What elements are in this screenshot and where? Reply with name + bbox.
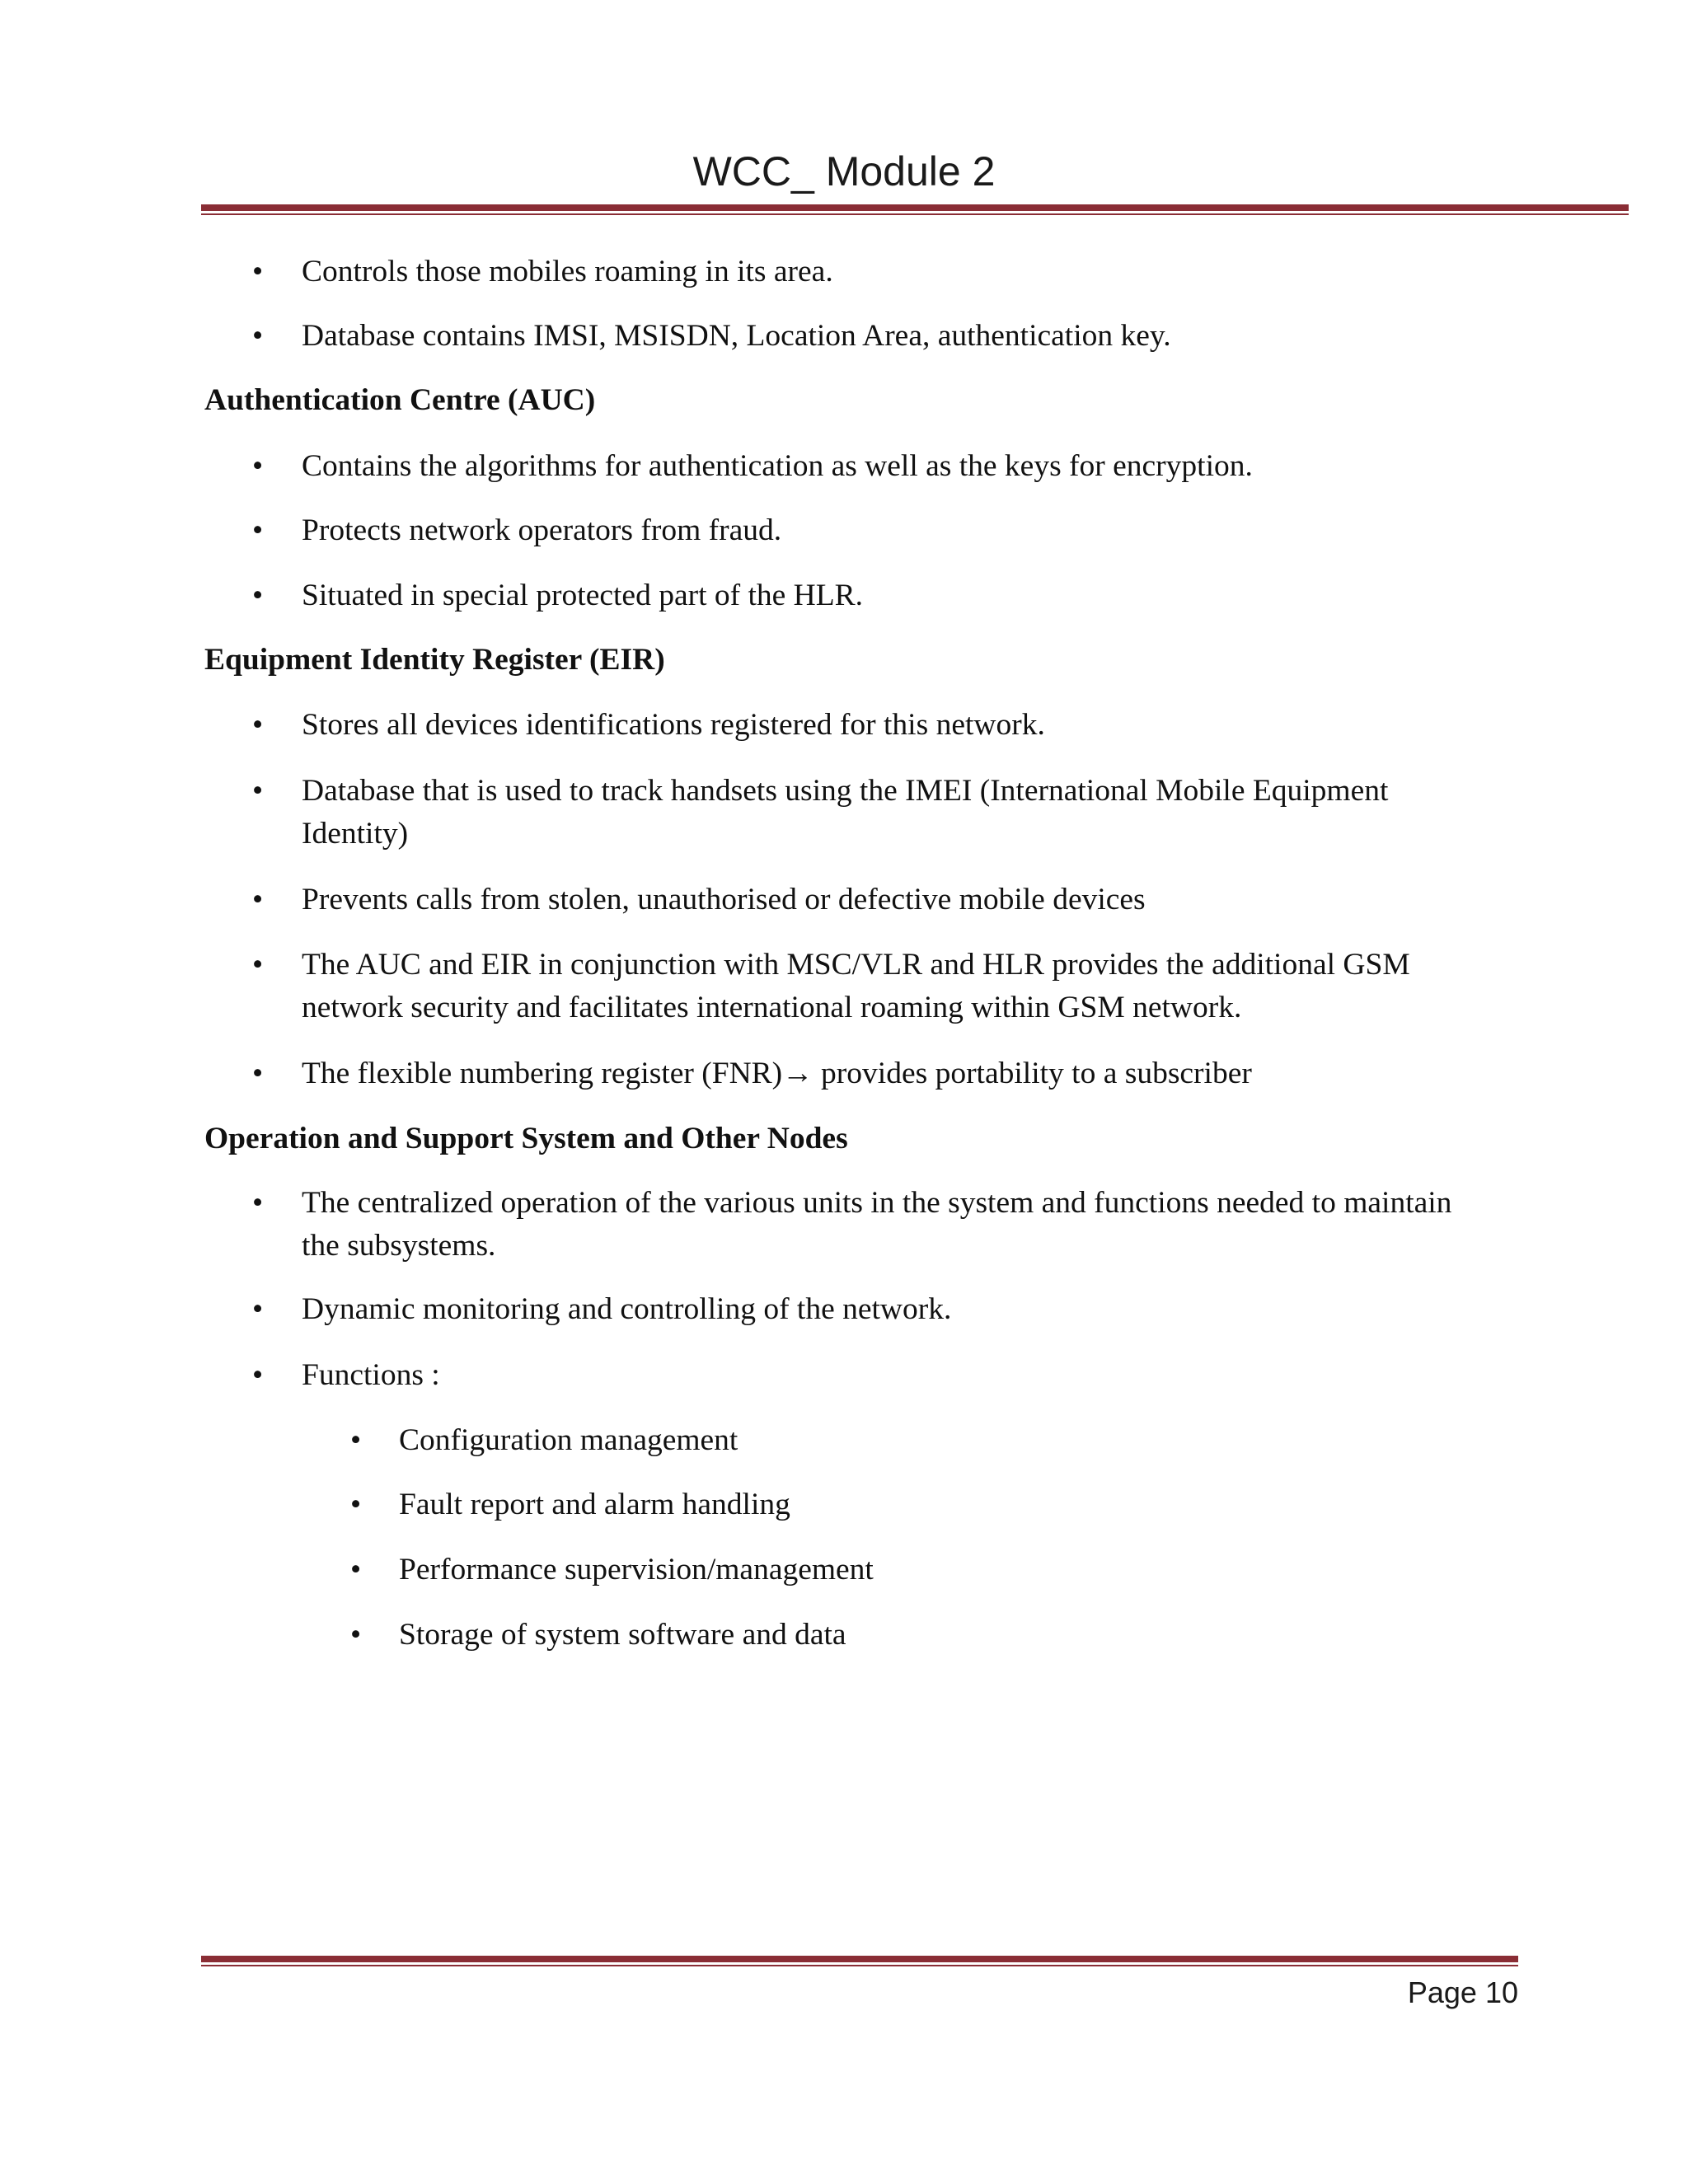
list-item: Configuration management <box>399 1423 738 1457</box>
section-heading-oss: Operation and Support System and Other Nodes <box>204 1122 848 1155</box>
footer-rule-thick <box>201 1956 1518 1962</box>
bullet-icon: • <box>252 948 264 982</box>
bullet-icon: • <box>350 1423 362 1457</box>
list-item: Storage of system software and data <box>399 1618 846 1652</box>
bullet-icon: • <box>252 883 264 916</box>
list-item: The flexible numbering register (FNR)→ provides portability to a subscriber <box>302 1057 1252 1090</box>
list-item: Prevents calls from stolen, unauthorised or defective mobile devices <box>302 883 1146 916</box>
list-item: Performance supervision/management <box>399 1553 874 1586</box>
list-item: Fault report and alarm handling <box>399 1488 790 1521</box>
list-item: Contains the algorithms for authentication as well as the keys for encryption. <box>302 449 1253 483</box>
bullet-icon: • <box>252 513 264 547</box>
footer-rule-thin <box>201 1965 1518 1966</box>
header-rule-thin <box>201 213 1629 215</box>
bullet-icon: • <box>350 1488 362 1521</box>
bullet-icon: • <box>252 1358 264 1392</box>
bullet-icon: • <box>252 1186 264 1220</box>
list-item: Controls those mobiles roaming in its area. <box>302 255 833 288</box>
bullet-icon: • <box>252 255 264 288</box>
list-item: Database contains IMSI, MSISDN, Location Area, authentication key. <box>302 319 1171 353</box>
bullet-icon: • <box>252 1057 264 1090</box>
list-item: The centralized operation of the various units in the system and functions needed to maintain the subsystems. <box>302 1186 1452 1263</box>
list-item: The AUC and EIR in conjunction with MSC/VLR and HLR provides the additional GSM network security and facilitates international roaming within GSM network. <box>302 948 1410 1024</box>
bullet-icon: • <box>252 774 264 808</box>
page-number: Page 10 <box>1407 1975 1518 2009</box>
header-rule-thick <box>201 204 1629 211</box>
bullet-icon: • <box>252 449 264 483</box>
list-item: Protects network operators from fraud. <box>302 513 782 547</box>
list-item: Situated in special protected part of the HLR. <box>302 579 864 612</box>
bullet-icon: • <box>252 319 264 353</box>
list-item: Stores all devices identifications registered for this network. <box>302 708 1045 742</box>
section-heading-eir: Equipment Identity Register (EIR) <box>204 643 665 677</box>
bullet-icon: • <box>252 708 264 742</box>
list-item: Dynamic monitoring and controlling of the network. <box>302 1292 952 1326</box>
bullet-icon: • <box>350 1553 362 1586</box>
bullet-icon: • <box>252 1292 264 1326</box>
bullet-icon: • <box>350 1618 362 1652</box>
list-item: Functions : <box>302 1358 440 1392</box>
section-heading-auc: Authentication Centre (AUC) <box>204 383 596 417</box>
list-item: Database that is used to track handsets using the IMEI (International Mobile Equipment Identity) <box>302 774 1389 851</box>
page-header-title: WCC_ Module 2 <box>692 148 996 194</box>
bullet-icon: • <box>252 579 264 612</box>
